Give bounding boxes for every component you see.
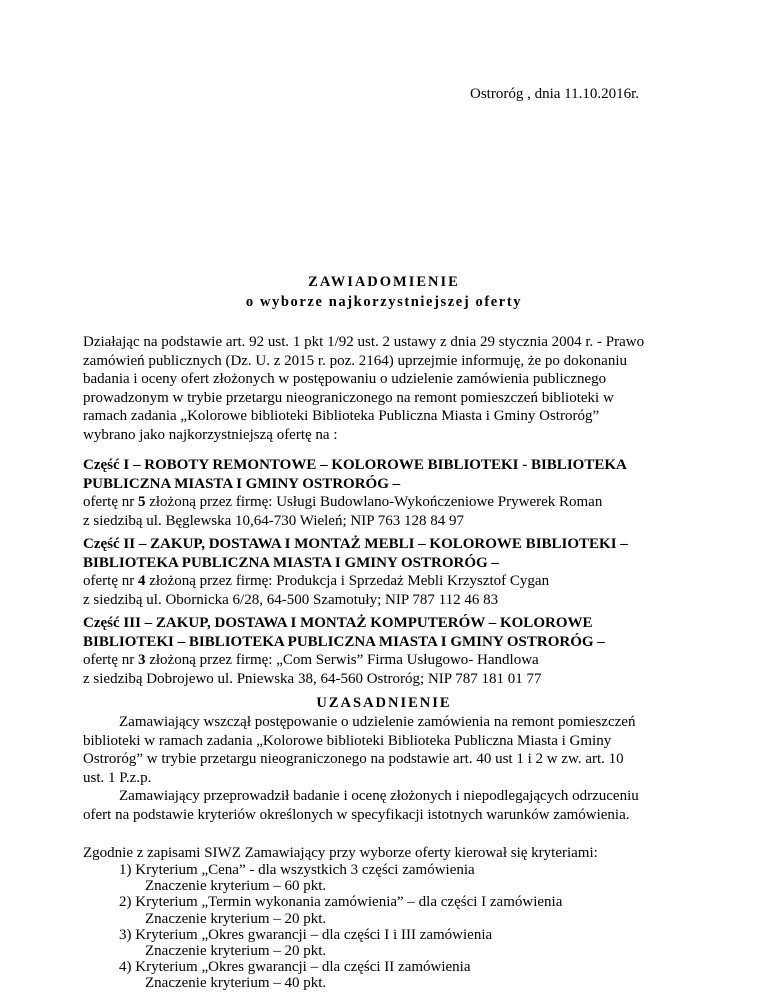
part-heading: PUBLICZNA MIASTA I GMINY OSTRORÓG – <box>83 475 401 492</box>
intro-line: Działając na podstawie art. 92 ust. 1 pkt 1/92 ust. 2 ustawy z dnia 29 stycznia 2004 r. - Prawo <box>83 334 645 350</box>
criterion-weight: Znaczenie kryterium – 20 pkt. <box>145 910 327 927</box>
criterion-label: 3) Kryterium „Okres gwarancji – dla części I i III zamówienia <box>119 926 493 943</box>
criterion-label: 1) Kryterium „Cena” - dla wszystkich 3 części zamówienia <box>119 862 475 878</box>
part-offer: ofertę nr 3 złożoną przez firmę: „Com Serwis” Firma Usługowo- Handlowa <box>83 652 539 668</box>
offer-number: 4 <box>137 573 146 589</box>
criterion-label: 4) Kryterium „Okres gwarancji – dla części II zamówienia <box>119 959 471 976</box>
part-offer: ofertę nr 5 złożoną przez firmę: Usługi Budowlano-Wykończeniowe Prywerek Roman <box>83 494 603 510</box>
criteria-list <box>83 862 703 992</box>
justification-title: UZASADNIENIE <box>316 695 452 711</box>
criterion-weight: Znaczenie kryterium – 60 pkt. <box>145 878 327 895</box>
part-address: z siedzibą ul. Bęglewska 10,64-730 Wieleń; NIP 763 128 84 97 <box>83 512 464 529</box>
intro-line: wybrano jako najkorzystniejszą ofertę na : <box>83 426 338 443</box>
document-subtitle: o wyborze najkorzystniejszej oferty <box>245 294 523 310</box>
intro-line: prowadzonym w trybie przetargu nieograniczonego na remont pomieszczeń biblioteki w <box>83 389 614 406</box>
part-heading: BIBLIOTEKI – BIBLIOTEKA PUBLICZNA MIASTA I GMINY OSTRORÓG – <box>83 633 605 650</box>
justification-line: Zamawiający wszczął postępowanie o udzielenie zamówienia na remont pomieszczeń <box>119 714 636 730</box>
part-offer: ofertę nr 4 złożoną przez firmę: Produkcja i Sprzedaż Mebli Krzysztof Cygan <box>83 573 550 589</box>
offer-number: 5 <box>137 494 146 510</box>
date-line: Ostroróg , dnia 11.10.2016r. <box>470 86 640 102</box>
justification-paragraph <box>83 713 703 824</box>
criteria-section <box>83 844 703 863</box>
intro-paragraph <box>83 333 703 444</box>
criterion-weight: Znaczenie kryterium – 40 pkt. <box>145 975 327 992</box>
justification-line: Zamawiający przeprowadził badanie i ocenę złożonych i niepodlegających odrzuceniu <box>119 788 639 804</box>
intro-line: zamówień publicznych (Dz. U. z 2015 r. poz. 2164) uprzejmie informuję, że po dokonaniu <box>83 352 628 369</box>
criterion-label: 2) Kryterium „Termin wykonania zamówienia” – dla części I zamówienia <box>119 894 563 911</box>
criterion-weight: Znaczenie kryterium – 20 pkt. <box>145 943 327 960</box>
part-heading: Część II – ZAKUP, DOSTAWA I MONTAŻ MEBLI – KOLOROWE BIBLIOTEKI – <box>83 536 628 552</box>
part-heading: Część III – ZAKUP, DOSTAWA I MONTAŻ KOMPUTERÓW – KOLOROWE <box>83 615 593 631</box>
part-1 <box>83 456 703 530</box>
intro-line: badania i oceny ofert złożonych w postępowaniu o udzielenie zamówienia publicznego <box>83 371 607 387</box>
justification-line: biblioteki w ramach zadania „Kolorowe biblioteki Biblioteka Publiczna Miasta i Gminy <box>83 732 612 749</box>
offer-number: 3 <box>137 652 146 668</box>
part-3 <box>83 614 703 688</box>
document-title: ZAWIADOMIENIE <box>308 274 460 290</box>
justification-line: ust. 1 P.z.p. <box>83 769 152 786</box>
criteria-intro: Zgodnie z zapisami SIWZ Zamawiający przy wyborze oferty kierował się kryteriami: <box>83 845 598 861</box>
intro-line: ramach zadania „Kolorowe biblioteki Biblioteka Publiczna Miasta i Gminy Ostroróg” <box>83 408 600 424</box>
part-heading: Część I – ROBOTY REMONTOWE – KOLOROWE BIBLIOTEKI - BIBLIOTEKA <box>83 457 627 473</box>
part-address: z siedzibą Dobrojewo ul. Pniewska 38, 64-560 Ostroróg; NIP 787 181 01 77 <box>83 670 542 687</box>
justification-line: ofert na podstawie kryteriów określonych w specyfikacji istotnych warunków zamówienia. <box>83 806 630 823</box>
part-2 <box>83 535 703 609</box>
part-address: z siedzibą ul. Obornicka 6/28, 64-500 Szamotuły; NIP 787 112 46 83 <box>83 591 499 608</box>
justification-line: Ostroróg” w trybie przetargu nieograniczonego na podstawie art. 40 ust 1 i 2 w zw. art. 10 <box>83 751 624 767</box>
part-heading: BIBLIOTEKA PUBLICZNA MIASTA I GMINY OSTRORÓG – <box>83 554 499 571</box>
